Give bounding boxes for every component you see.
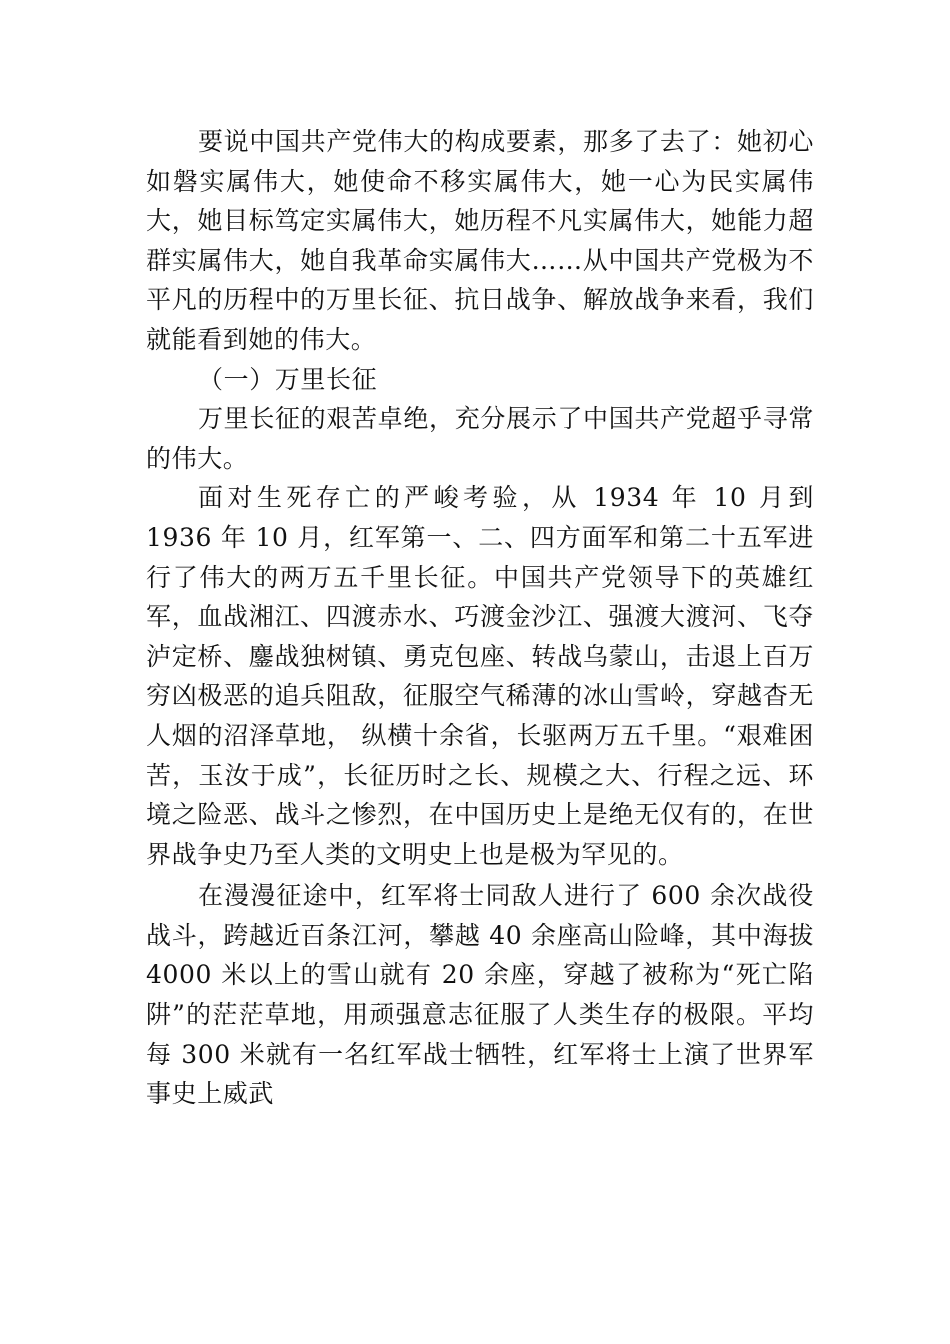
body-paragraph: 万里长征的艰苦卓绝，充分展示了中国共产党超乎寻常的伟大。 xyxy=(146,404,814,473)
section-heading: （一）万里长征 xyxy=(198,364,378,394)
body-paragraph: 面对生死存亡的严峻考验，从 1934 年 10 月到 1936 年 10 月，红军第一、二、四方面军和第二十五军进行了伟大的两万五千里长征。中国共产党领导下的英雄红军，血战湘江、四渡赤水、巧渡金沙江、强渡大渡河、飞夺泸定桥、鏖战独树镇、勇克包座、转战乌蒙山，击退上百万穷凶极恶的追兵阻敌，征服空气稀薄的冰山雪岭，穿越杳无人烟的沼泽草地， 纵横十余省，长驱两万五千里。“艰难困苦，玉汝于成”，长征历时之长、规模之大、行程之远、环境之险恶、战斗之惨烈，在中国历史上是绝无仅有的，在世界战争史乃至人类的文明史上也是极为罕见的。 xyxy=(146,483,814,869)
intro-paragraph: 要说中国共产党伟大的构成要素，那多了去了：她初心如磐实属伟大，她使命不移实属伟大，她一心为民实属伟大，她目标笃定实属伟大，她历程不凡实属伟大，她能力超群实属伟大，她自我革命实属伟大……从中国共产党极为不平凡的历程中的万里长征、抗日战争、解放战争来看，我们就能看到她的伟大。 xyxy=(146,127,814,354)
document-body xyxy=(146,122,814,1114)
body-paragraph: 在漫漫征途中，红军将士同敌人进行了 600 余次战役战斗，跨越近百条江河，攀越 40 余座高山险峰，其中海拔 4000 米以上的雪山就有 20 余座，穿越了被称为“死亡陷阱”的茫茫草地，用顽强意志征服了人类生存的极限。平均每 300 米就有一名红军战士牺牲，红军将士上演了世界军事史上威武 xyxy=(146,881,814,1109)
